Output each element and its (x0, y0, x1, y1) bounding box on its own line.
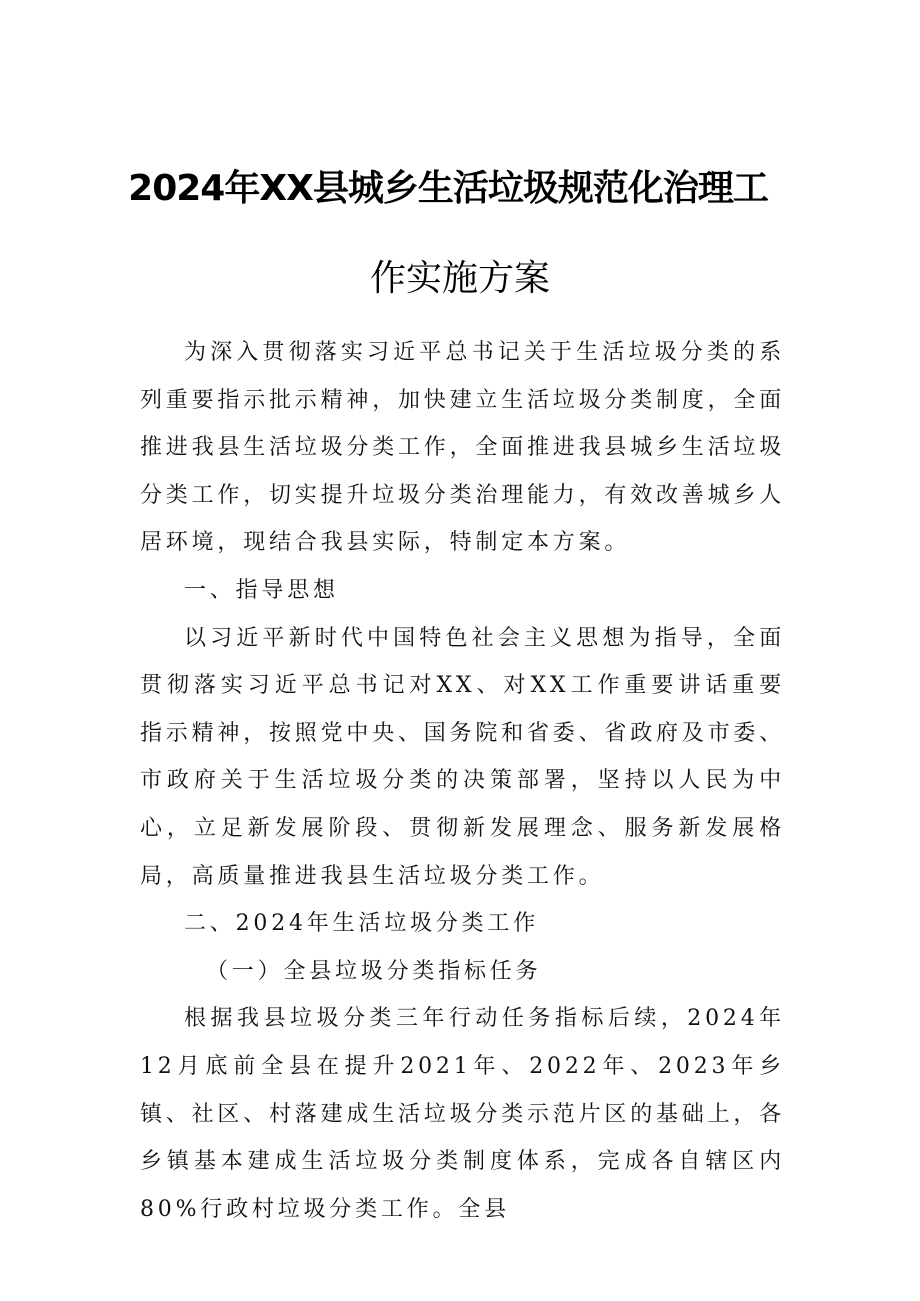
section-heading-guiding-ideology: 一、指导思想 (184, 577, 339, 603)
document-body (140, 329, 785, 1233)
intro-paragraph: 为深入贯彻落实习近平总书记关于生活垃圾分类的系列重要指示批示精神，加快建立生活垃圾分类制度，全面推进我县生活垃圾分类工作，全面推进我县城乡生活垃圾分类工作，切实提升垃圾分类治理能力，有效改善城乡人居环境，现结合我县实际，特制定本方案。 (140, 340, 786, 556)
subsection-heading-targets: （一）全县垃圾分类指标任务 (206, 958, 542, 984)
section-heading-2024-work: 二、2024年生活垃圾分类工作 (184, 911, 539, 937)
document-title-line-1: 2024年XX县城乡生活垃圾规范化治理工 (128, 168, 768, 209)
document-title-line-2: 作实施方案 (369, 258, 550, 299)
targets-paragraph: 根据我县垃圾分类三年行动任务指标后续，2024年12月底前全县在提升2021年、2022年、2023年乡镇、社区、村落建成生活垃圾分类示范片区的基础上，各乡镇基本建成生活垃圾分类制度体系，完成各自辖区内80%行政村垃圾分类工作。全县 (140, 1006, 786, 1222)
guiding-ideology-paragraph: 以习近平新时代中国特色社会主义思想为指导，全面贯彻落实习近平总书记对XX、对XX工作重要讲话重要指示精神，按照党中央、国务院和省委、省政府及市委、市政府关于生活垃圾分类的决策部署，坚持以人民为中心，立足新发展阶段、贯彻新发展理念、服务新发展格局，高质量推进我县生活垃圾分类工作。 (140, 625, 786, 889)
